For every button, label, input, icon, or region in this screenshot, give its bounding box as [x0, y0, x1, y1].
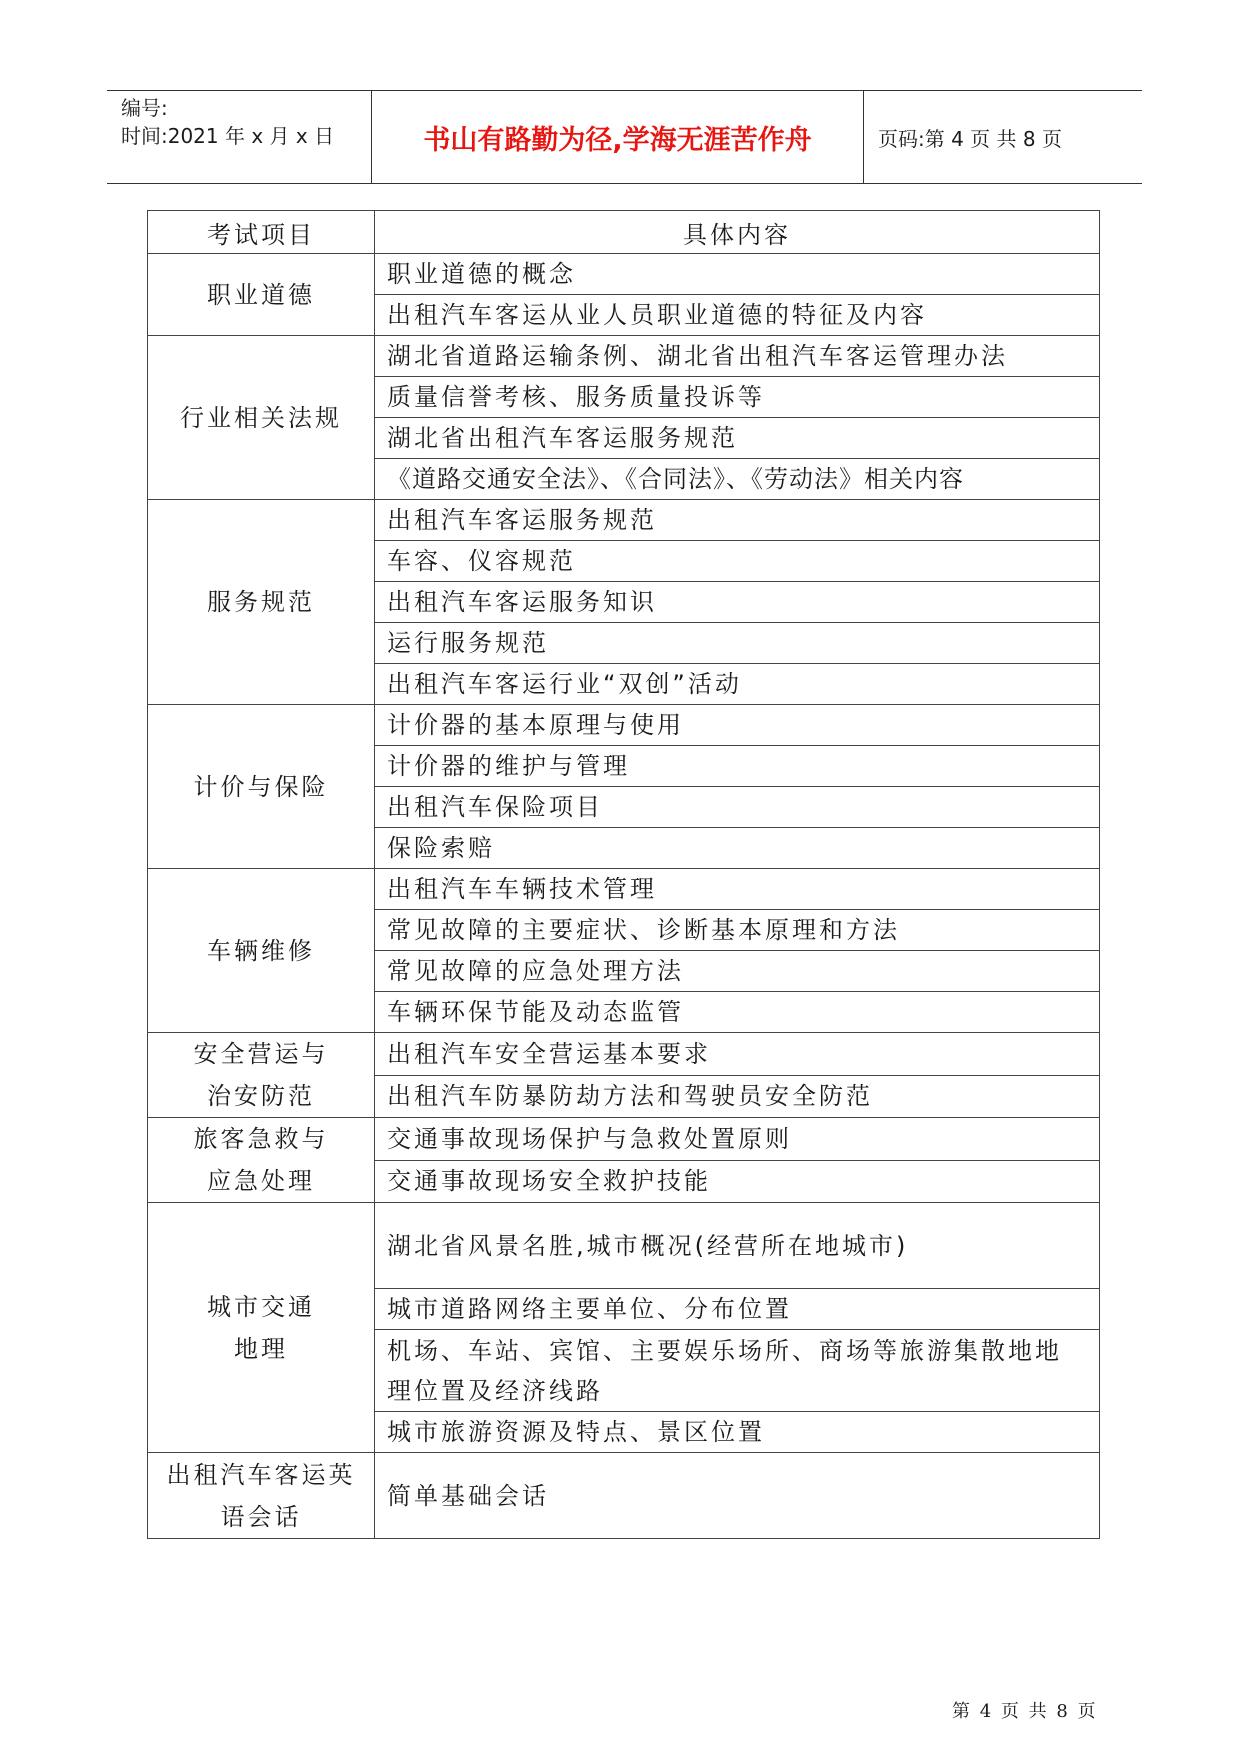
table-row [148, 1118, 1100, 1161]
header-time-label: 时间:2021 年 x 月 x 日 [121, 124, 335, 148]
item-cell: 城市道路网络主要单位、分布位置 [375, 1289, 1100, 1330]
table-row [148, 1033, 1100, 1076]
table-row [148, 1453, 1100, 1539]
item-cell: 车容、仪容规范 [375, 541, 1100, 582]
item-cell: 交通事故现场保护与急救处置原则 [375, 1118, 1100, 1161]
item-cell: 湖北省出租汽车客运服务规范 [375, 418, 1100, 459]
item-cell: 城市旅游资源及特点、景区位置 [375, 1412, 1100, 1453]
item-cell: 出租汽车客运服务规范 [375, 500, 1100, 541]
page-header [107, 90, 1142, 184]
item-cell: 湖北省道路运输条例、湖北省出租汽车客运管理办法 [375, 336, 1100, 377]
item-cell: 质量信誉考核、服务质量投诉等 [375, 377, 1100, 418]
table-row [148, 1203, 1100, 1289]
item-cell: 出租汽车客运从业人员职业道德的特征及内容 [375, 295, 1100, 336]
item-cell: 车辆环保节能及动态监管 [375, 992, 1100, 1033]
category-cell: 计价与保险 [148, 705, 375, 869]
column-header-content: 具体内容 [375, 211, 1100, 254]
table-row [148, 500, 1100, 541]
header-number-label: 编号: [121, 96, 168, 120]
table-row [148, 254, 1100, 295]
category-cell: 出租汽车客运英语会话 [148, 1453, 375, 1539]
exam-content-table [147, 210, 1100, 1539]
item-cell: 湖北省风景名胜,城市概况(经营所在地城市) [375, 1203, 1100, 1289]
header-page-label: 页码:第 4 页 共 8 页 [878, 126, 1062, 151]
item-cell: 职业道德的概念 [375, 254, 1100, 295]
table-row [148, 705, 1100, 746]
table-row [148, 336, 1100, 377]
item-cell: 出租汽车保险项目 [375, 787, 1100, 828]
item-cell: 交通事故现场安全救护技能 [375, 1160, 1100, 1203]
item-cell: 出租汽车客运服务知识 [375, 582, 1100, 623]
header-motto: 书山有路勤为径,学海无涯苦作舟 [371, 91, 864, 183]
item-cell: 计价器的维护与管理 [375, 746, 1100, 787]
item-cell: 机场、车站、宾馆、主要娱乐场所、商场等旅游集散地地理位置及经济线路 [375, 1330, 1100, 1412]
category-cell: 城市交通地理 [148, 1203, 375, 1453]
column-header-category: 考试项目 [148, 211, 375, 254]
item-cell: 运行服务规范 [375, 623, 1100, 664]
item-cell: 出租汽车防暴防劫方法和驾驶员安全防范 [375, 1075, 1100, 1118]
item-cell: 《道路交通安全法》、《合同法》、《劳动法》相关内容 [375, 459, 1100, 500]
category-cell: 安全营运与治安防范 [148, 1033, 375, 1118]
item-cell: 常见故障的主要症状、诊断基本原理和方法 [375, 910, 1100, 951]
item-cell: 出租汽车车辆技术管理 [375, 869, 1100, 910]
header-meta [107, 91, 371, 183]
item-cell: 出租汽车安全营运基本要求 [375, 1033, 1100, 1076]
item-cell: 出租汽车客运行业“双创”活动 [375, 664, 1100, 705]
category-cell: 职业道德 [148, 254, 375, 336]
table-header-row [148, 211, 1100, 254]
page-footer: 第 4 页 共 8 页 [952, 1701, 1098, 1722]
item-cell: 简单基础会话 [375, 1453, 1100, 1539]
category-cell: 服务规范 [148, 500, 375, 705]
category-cell: 旅客急救与应急处理 [148, 1118, 375, 1203]
item-cell: 计价器的基本原理与使用 [375, 705, 1100, 746]
category-cell: 车辆维修 [148, 869, 375, 1033]
item-cell: 常见故障的应急处理方法 [375, 951, 1100, 992]
table-row [148, 869, 1100, 910]
item-cell: 保险索赔 [375, 828, 1100, 869]
category-cell: 行业相关法规 [148, 336, 375, 500]
